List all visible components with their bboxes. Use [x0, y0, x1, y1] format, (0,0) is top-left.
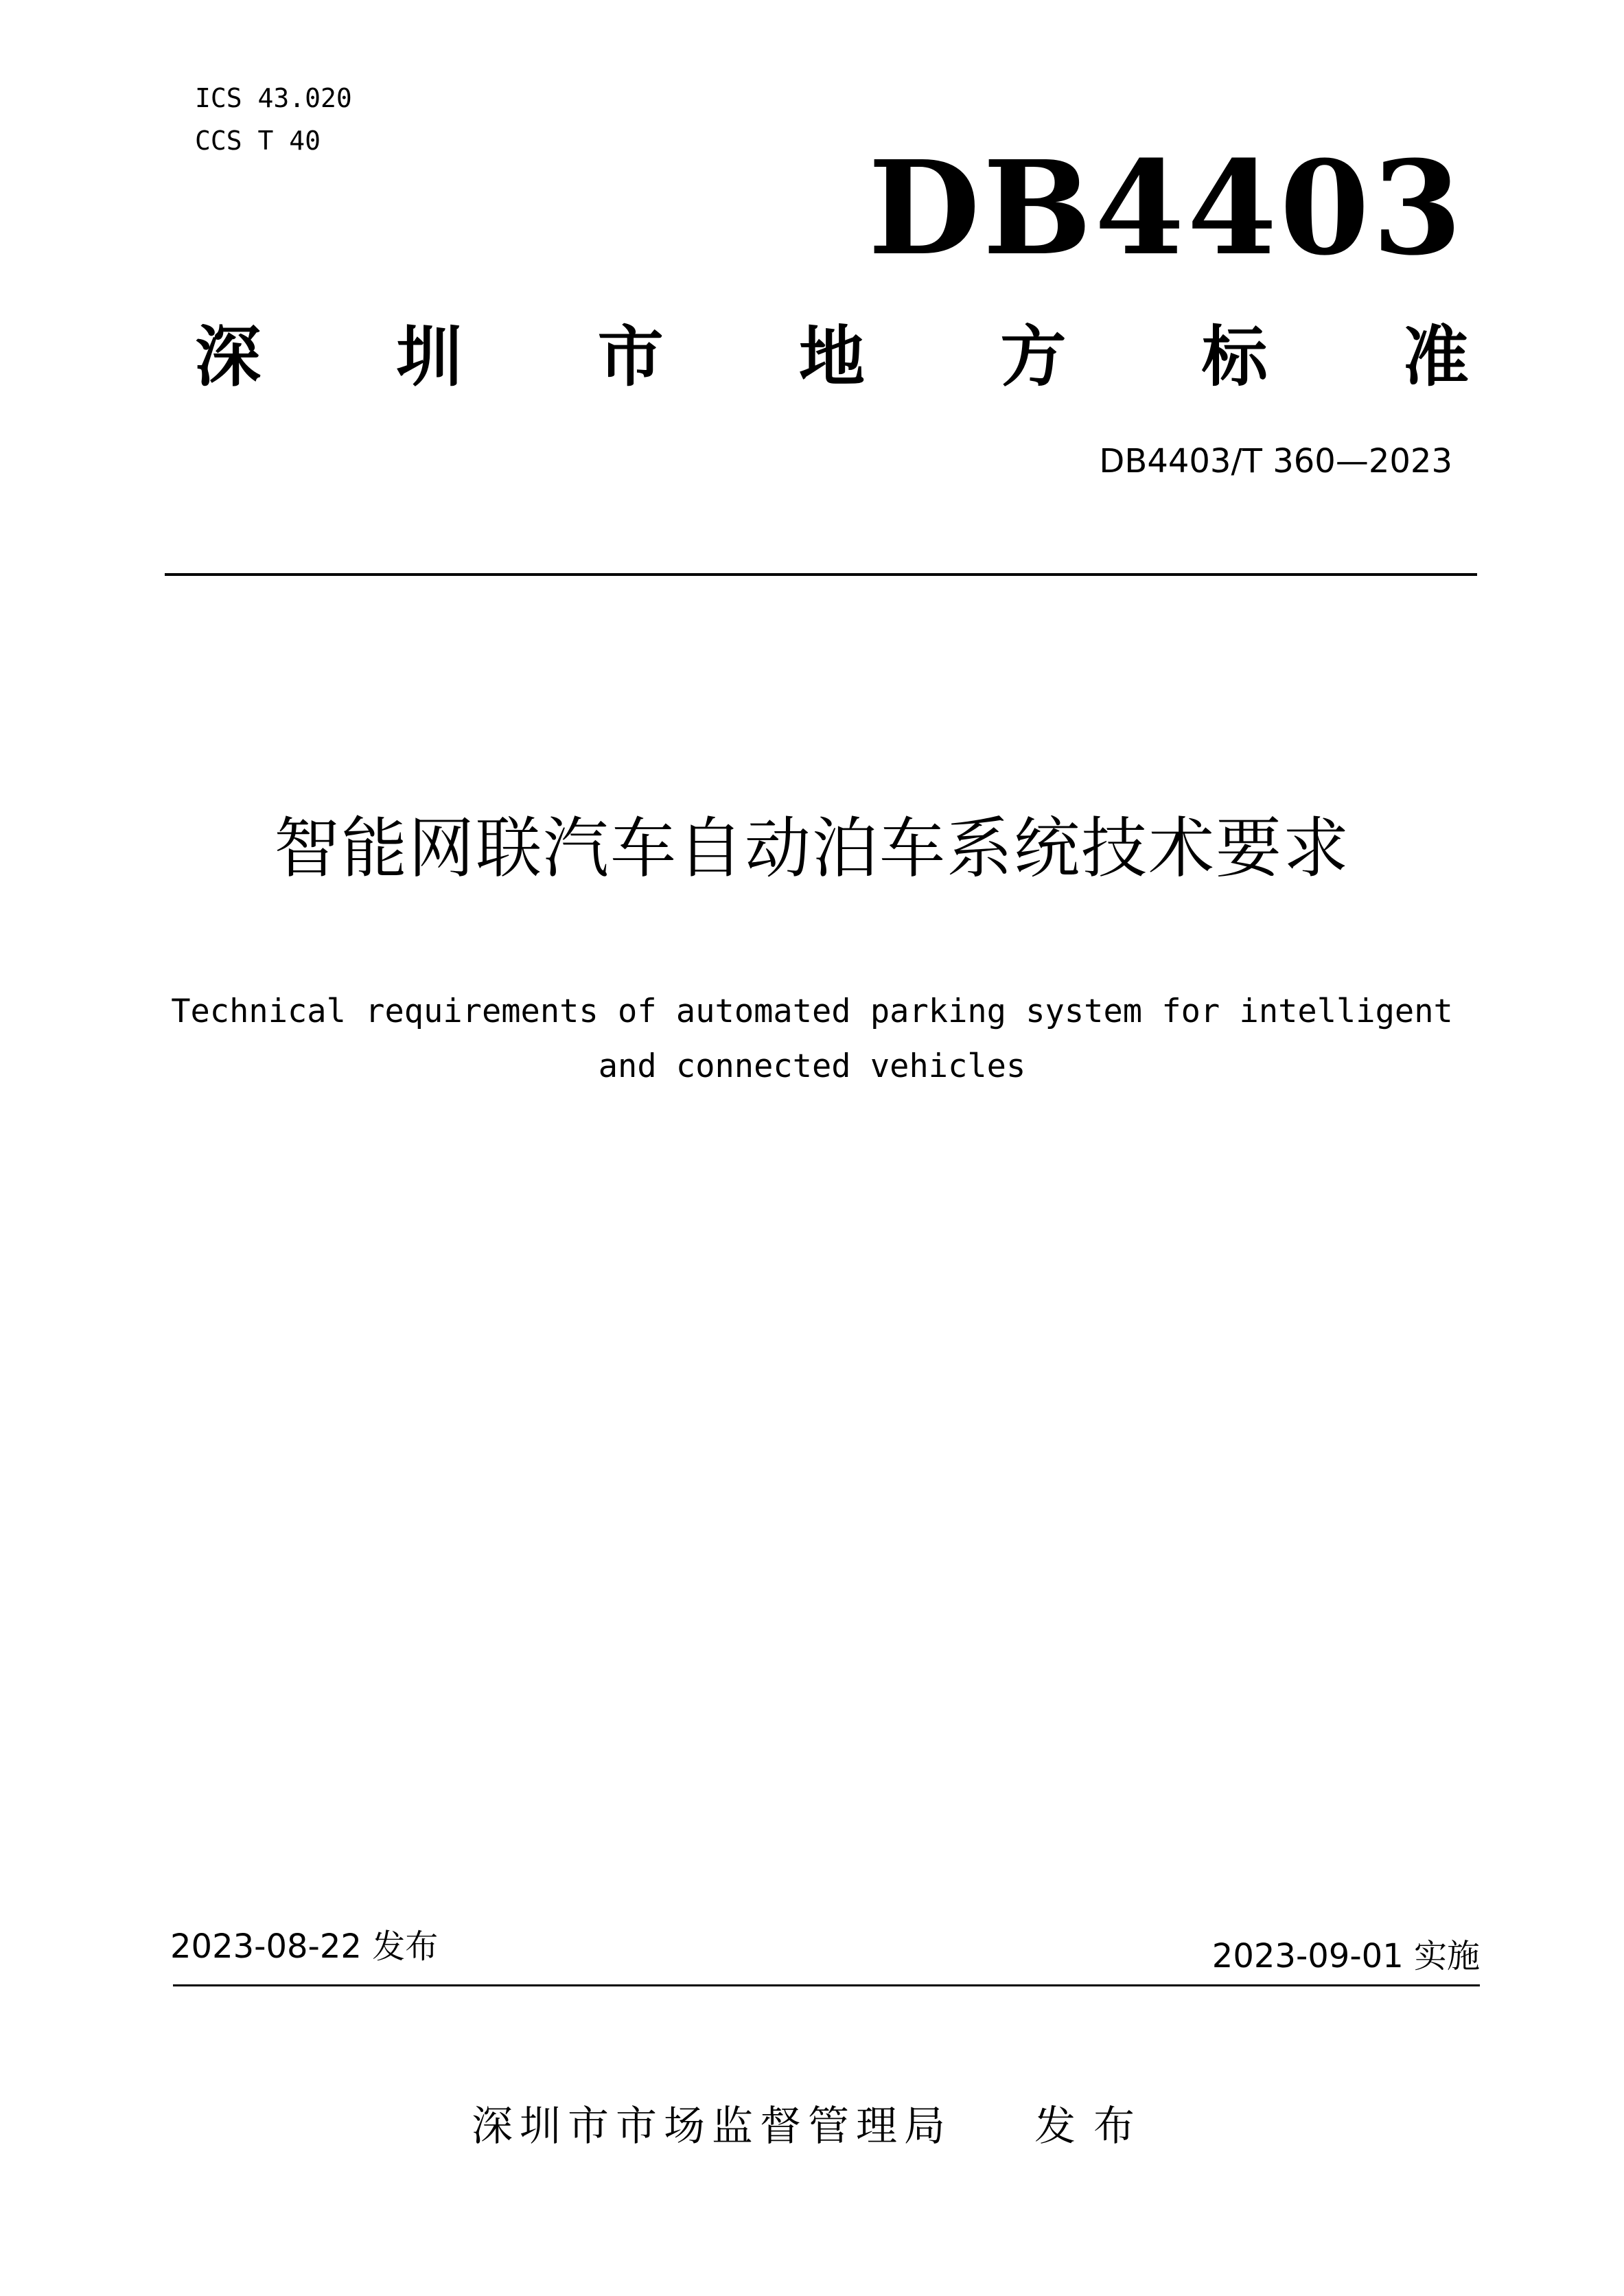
header-divider	[165, 573, 1477, 576]
standard-code: DB4403	[868, 132, 1465, 284]
title-chinese: 智能网联汽车自动泊车系统技术要求	[274, 810, 1350, 887]
standard-kind	[195, 319, 1469, 395]
standard-kind-char: 市	[597, 318, 664, 395]
standard-kind-char: 地	[798, 318, 865, 395]
publisher-suffix: 发布	[1034, 2102, 1152, 2150]
standard-kind-char: 深	[195, 318, 261, 395]
title-english-line-1: Technical requirements of automated parking system for intelligent	[171, 993, 1453, 1030]
implementation-date: 2023-09-01 实施	[1211, 1937, 1480, 1975]
standard-number: DB4403/T 360—2023	[1099, 442, 1452, 480]
standard-kind-char: 准	[1402, 318, 1469, 395]
standard-kind-char: 圳	[396, 318, 463, 395]
title-english-line-2: and connected vehicles	[598, 1047, 1026, 1085]
publisher-name: 深圳市市场监督管理局	[472, 2102, 952, 2150]
ccs-code: CCS T 40	[195, 126, 321, 156]
footer-divider	[173, 1984, 1480, 1986]
publisher	[0, 2102, 1624, 2150]
ics-code: ICS 43.020	[195, 83, 352, 113]
standard-kind-char: 标	[1201, 318, 1268, 395]
issue-date: 2023-08-22 发布	[170, 1927, 439, 1966]
standard-kind-char: 方	[1000, 318, 1067, 395]
